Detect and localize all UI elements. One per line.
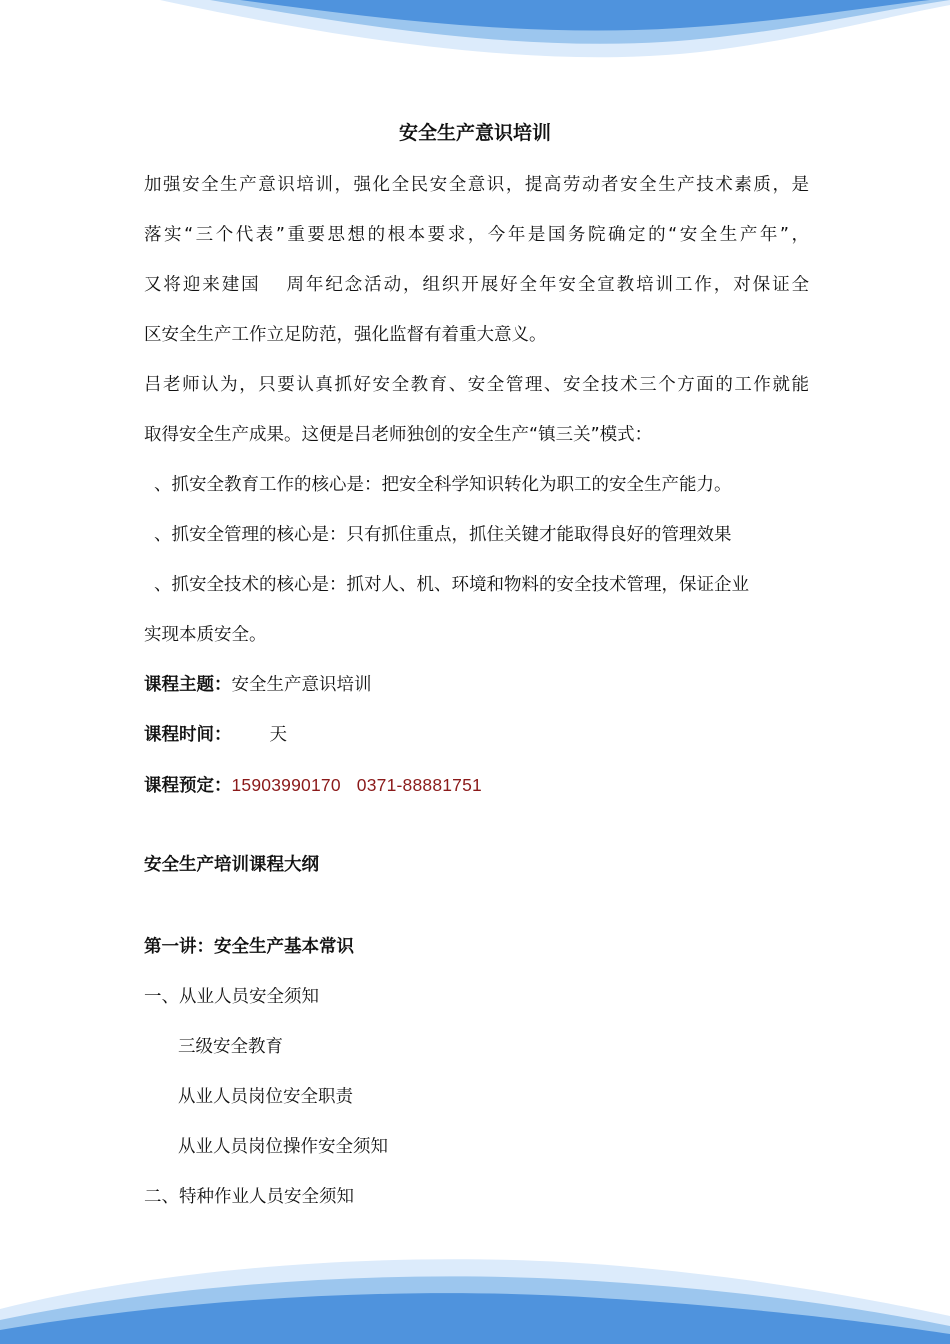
booking-phone-1: 15903990170 — [231, 775, 341, 795]
course-topic-label: 课程主题： — [144, 675, 232, 695]
intro-line-2: 落实“三个代表”重要思想的根本要求，今年是国务院确定的“安全生产年”， — [144, 225, 809, 245]
course-time-value: 天 — [269, 725, 287, 745]
lecture-1-section-1: 一、从业人员安全须知 — [144, 987, 319, 1007]
course-booking — [144, 760, 809, 810]
course-topic-value: 安全生产意识培训 — [231, 675, 372, 695]
teacher-line-1: 吕老师认为，只要认真抓好安全教育、安全管理、安全技术三个方面的工作就能 — [144, 375, 809, 395]
booking-phone-2: 0371-88881751 — [356, 775, 482, 795]
lecture-1-section-2: 二、特种作业人员安全须知 — [144, 1187, 354, 1207]
intro-line-3 — [144, 260, 809, 310]
course-time — [144, 710, 809, 760]
lecture-1-item-3: 从业人员岗位操作安全须知 — [178, 1137, 388, 1157]
teacher-line-2: 取得安全生产成果。这便是吕老师独创的安全生产“镇三关”模式： — [144, 425, 653, 445]
course-booking-label: 课程预定： — [144, 776, 232, 796]
lecture-1-item-2: 从业人员岗位安全职责 — [178, 1087, 353, 1107]
intro-line-1: 加强安全生产意识培训，强化全民安全意识，提高劳动者安全生产技术素质，是 — [144, 175, 809, 195]
intro-line-4: 区安全生产工作立足防范，强化监督有着重大意义。 — [144, 325, 547, 345]
top-wave-decoration — [0, 0, 950, 70]
point-2: 、抓安全管理的核心是：只有抓住重点，抓住关键才能取得良好的管理效果 — [154, 525, 732, 545]
course-time-label: 课程时间： — [144, 725, 232, 745]
lecture-1-title: 第一讲：安全生产基本常识 — [144, 937, 354, 957]
point-1: 、抓安全教育工作的核心是：把安全科学知识转化为职工的安全生产能力。 — [154, 475, 732, 495]
point-3-continued: 实现本质安全。 — [144, 625, 267, 645]
intro-line-3-part-a: 又将迎来建国 — [144, 275, 261, 295]
bottom-wave-decoration — [0, 1254, 950, 1344]
point-3: 、抓安全技术的核心是：抓对人、机、环境和物料的安全技术管理，保证企业 — [154, 575, 749, 595]
outline-title: 安全生产培训课程大纲 — [144, 855, 319, 875]
lecture-1-item-1: 三级安全教育 — [178, 1037, 283, 1057]
document-body — [144, 160, 809, 1222]
intro-line-3-part-b: 周年纪念活动，组织开展好全年安全宣教培训工作，对保证全 — [284, 275, 809, 295]
course-topic — [144, 660, 809, 710]
page-title: 安全生产意识培训 — [398, 122, 551, 144]
